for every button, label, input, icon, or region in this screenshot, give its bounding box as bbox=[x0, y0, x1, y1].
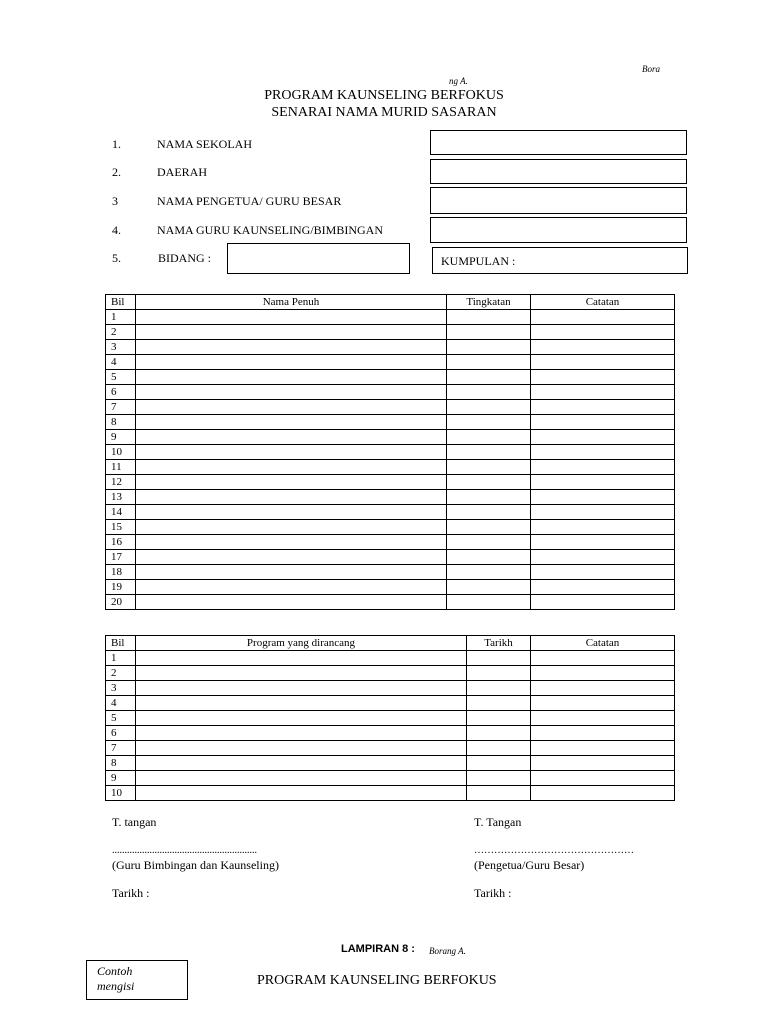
table-cell[interactable] bbox=[531, 771, 675, 786]
table-cell[interactable] bbox=[531, 696, 675, 711]
table-cell[interactable] bbox=[531, 726, 675, 741]
table-row bbox=[106, 355, 675, 370]
table-row bbox=[106, 460, 675, 475]
header-catatan: Catatan bbox=[531, 295, 675, 310]
contoh-line2: mengisi bbox=[97, 979, 135, 993]
header-program: Program yang dirancang bbox=[136, 636, 467, 651]
table-cell[interactable] bbox=[136, 726, 467, 741]
table-cell[interactable] bbox=[531, 415, 675, 430]
table-row bbox=[106, 786, 675, 801]
table-cell[interactable] bbox=[531, 595, 675, 610]
table-cell[interactable] bbox=[467, 711, 531, 726]
table-cell[interactable] bbox=[531, 550, 675, 565]
table-cell[interactable] bbox=[531, 475, 675, 490]
row-number: 13 bbox=[106, 490, 136, 505]
field-4-label: NAMA GURU KAUNSELING/BIMBINGAN bbox=[157, 223, 384, 237]
table-cell[interactable] bbox=[136, 430, 447, 445]
table-cell[interactable] bbox=[467, 726, 531, 741]
header-nama-penuh: Nama Penuh bbox=[136, 295, 447, 310]
table-cell[interactable] bbox=[467, 666, 531, 681]
table-row bbox=[106, 711, 675, 726]
table-cell[interactable] bbox=[136, 756, 467, 771]
table-cell[interactable] bbox=[447, 385, 531, 400]
table-cell[interactable] bbox=[136, 400, 447, 415]
row-number: 10 bbox=[106, 786, 136, 801]
header-bil: Bil bbox=[106, 636, 136, 651]
table-cell[interactable] bbox=[467, 696, 531, 711]
table-row bbox=[106, 681, 675, 696]
bidang-label: BIDANG : bbox=[158, 251, 211, 265]
table-cell[interactable] bbox=[136, 385, 447, 400]
field-4-number: 4. bbox=[112, 223, 121, 237]
table-cell[interactable] bbox=[531, 786, 675, 801]
row-number: 2 bbox=[106, 666, 136, 681]
table-cell[interactable] bbox=[136, 325, 447, 340]
table-cell[interactable] bbox=[467, 756, 531, 771]
field-1-label: NAMA SEKOLAH bbox=[157, 137, 253, 151]
table-cell[interactable] bbox=[447, 325, 531, 340]
table-cell[interactable] bbox=[467, 651, 531, 666]
row-number: 1 bbox=[106, 310, 136, 325]
table-cell[interactable] bbox=[531, 580, 675, 595]
field-3-number: 3 bbox=[112, 194, 118, 208]
table-row bbox=[106, 666, 675, 681]
table-cell[interactable] bbox=[136, 520, 447, 535]
table-cell[interactable] bbox=[531, 400, 675, 415]
table-cell[interactable] bbox=[467, 771, 531, 786]
row-number: 9 bbox=[106, 771, 136, 786]
table-cell[interactable] bbox=[136, 786, 467, 801]
row-number: 5 bbox=[106, 711, 136, 726]
row-number: 7 bbox=[106, 741, 136, 756]
table-row bbox=[106, 325, 675, 340]
table-row bbox=[106, 490, 675, 505]
table-row bbox=[106, 520, 675, 535]
table-cell[interactable] bbox=[531, 741, 675, 756]
table-cell[interactable] bbox=[136, 445, 447, 460]
table-cell[interactable] bbox=[136, 340, 447, 355]
table-row bbox=[106, 370, 675, 385]
row-number: 5 bbox=[106, 370, 136, 385]
guru-kaunseling-input[interactable] bbox=[430, 217, 687, 243]
table-cell[interactable] bbox=[447, 520, 531, 535]
row-number: 4 bbox=[106, 355, 136, 370]
header-tarikh: Tarikh bbox=[467, 636, 531, 651]
table-row bbox=[106, 340, 675, 355]
small-note: ng A. bbox=[449, 76, 468, 86]
table-row bbox=[106, 756, 675, 771]
table-cell[interactable] bbox=[531, 565, 675, 580]
table-cell[interactable] bbox=[447, 595, 531, 610]
kumpulan-input[interactable] bbox=[432, 247, 688, 274]
field-2-number: 2. bbox=[112, 165, 121, 179]
students-table bbox=[105, 294, 675, 610]
header-bil: Bil bbox=[106, 295, 136, 310]
table-cell[interactable] bbox=[447, 400, 531, 415]
table-cell[interactable] bbox=[447, 415, 531, 430]
table-cell[interactable] bbox=[136, 370, 447, 385]
table-cell[interactable] bbox=[136, 310, 447, 325]
table-cell[interactable] bbox=[531, 310, 675, 325]
row-number: 2 bbox=[106, 325, 136, 340]
table-cell[interactable] bbox=[531, 340, 675, 355]
table-cell[interactable] bbox=[531, 651, 675, 666]
row-number: 12 bbox=[106, 475, 136, 490]
table-cell[interactable] bbox=[531, 355, 675, 370]
table-row bbox=[106, 400, 675, 415]
table-row bbox=[106, 651, 675, 666]
right-ttangan-label: T. Tangan bbox=[474, 815, 522, 829]
table-cell[interactable] bbox=[136, 475, 447, 490]
row-number: 16 bbox=[106, 535, 136, 550]
left-ttangan-label: T. tangan bbox=[112, 815, 157, 829]
row-number: 18 bbox=[106, 565, 136, 580]
students-table-header bbox=[106, 295, 675, 310]
row-number: 10 bbox=[106, 445, 136, 460]
header-catatan: Catatan bbox=[531, 636, 675, 651]
table-cell[interactable] bbox=[136, 535, 447, 550]
table-row bbox=[106, 595, 675, 610]
contoh-line1: Contoh bbox=[97, 964, 133, 978]
table-row bbox=[106, 771, 675, 786]
table-row bbox=[106, 696, 675, 711]
table-cell[interactable] bbox=[531, 460, 675, 475]
table-cell[interactable] bbox=[447, 550, 531, 565]
table-cell[interactable] bbox=[136, 666, 467, 681]
table-cell[interactable] bbox=[447, 460, 531, 475]
left-role-label: (Guru Bimbingan dan Kaunseling) bbox=[112, 858, 279, 872]
table-cell[interactable] bbox=[136, 490, 447, 505]
table-cell[interactable] bbox=[467, 681, 531, 696]
table-row bbox=[106, 415, 675, 430]
row-number: 6 bbox=[106, 385, 136, 400]
table-cell[interactable] bbox=[447, 490, 531, 505]
row-number: 11 bbox=[106, 460, 136, 475]
bidang-input[interactable] bbox=[227, 243, 410, 274]
row-number: 3 bbox=[106, 340, 136, 355]
page-subtitle: SENARAI NAMA MURID SASARAN bbox=[271, 105, 497, 120]
table-cell[interactable] bbox=[447, 340, 531, 355]
table-cell[interactable] bbox=[467, 741, 531, 756]
row-number: 8 bbox=[106, 415, 136, 430]
table-cell[interactable] bbox=[136, 550, 447, 565]
header-tingkatan: Tingkatan bbox=[447, 295, 531, 310]
table-cell[interactable] bbox=[447, 445, 531, 460]
table-cell[interactable] bbox=[531, 430, 675, 445]
table-cell[interactable] bbox=[447, 355, 531, 370]
table-cell[interactable] bbox=[447, 475, 531, 490]
table-cell[interactable] bbox=[447, 430, 531, 445]
table-cell[interactable] bbox=[136, 565, 447, 580]
table-cell[interactable] bbox=[447, 565, 531, 580]
table-cell[interactable] bbox=[447, 370, 531, 385]
table-cell[interactable] bbox=[531, 681, 675, 696]
table-row bbox=[106, 565, 675, 580]
table-cell[interactable] bbox=[136, 580, 447, 595]
table-row bbox=[106, 385, 675, 400]
row-number: 8 bbox=[106, 756, 136, 771]
table-cell[interactable] bbox=[136, 651, 467, 666]
table-cell[interactable] bbox=[136, 681, 467, 696]
table-cell[interactable] bbox=[531, 711, 675, 726]
table-row bbox=[106, 505, 675, 520]
table-cell[interactable] bbox=[447, 310, 531, 325]
row-number: 3 bbox=[106, 681, 136, 696]
right-signature-line: ………………………………………… bbox=[474, 845, 634, 856]
daerah-input[interactable] bbox=[430, 159, 687, 184]
table-row bbox=[106, 550, 675, 565]
corner-note: Bora bbox=[642, 64, 660, 74]
row-number: 7 bbox=[106, 400, 136, 415]
row-number: 4 bbox=[106, 696, 136, 711]
table-cell[interactable] bbox=[136, 460, 447, 475]
row-number: 19 bbox=[106, 580, 136, 595]
table-cell[interactable] bbox=[447, 535, 531, 550]
left-tarikh-label: Tarikh : bbox=[112, 886, 150, 900]
table-row bbox=[106, 475, 675, 490]
table-cell[interactable] bbox=[136, 696, 467, 711]
kumpulan-label: KUMPULAN : bbox=[441, 254, 516, 268]
row-number: 6 bbox=[106, 726, 136, 741]
lampiran-label: LAMPIRAN 8 : bbox=[341, 943, 415, 955]
row-number: 9 bbox=[106, 430, 136, 445]
table-cell[interactable] bbox=[136, 355, 447, 370]
right-tarikh-label: Tarikh : bbox=[474, 886, 512, 900]
footer-title: PROGRAM KAUNSELING BERFOKUS bbox=[257, 973, 497, 988]
pengetua-input[interactable] bbox=[430, 187, 687, 214]
row-number: 1 bbox=[106, 651, 136, 666]
table-cell[interactable] bbox=[136, 771, 467, 786]
nama-sekolah-input[interactable] bbox=[430, 130, 687, 155]
contoh-box bbox=[86, 960, 188, 1000]
table-cell[interactable] bbox=[531, 505, 675, 520]
table-cell[interactable] bbox=[531, 325, 675, 340]
table-cell[interactable] bbox=[531, 666, 675, 681]
table-cell[interactable] bbox=[531, 445, 675, 460]
table-row bbox=[106, 445, 675, 460]
table-row bbox=[106, 535, 675, 550]
field-3-label: NAMA PENGETUA/ GURU BESAR bbox=[157, 194, 342, 208]
table-cell[interactable] bbox=[531, 385, 675, 400]
field-5-number: 5. bbox=[112, 251, 121, 265]
row-number: 15 bbox=[106, 520, 136, 535]
table-cell[interactable] bbox=[447, 505, 531, 520]
table-cell[interactable] bbox=[531, 756, 675, 771]
table-cell[interactable] bbox=[467, 786, 531, 801]
right-role-label: (Pengetua/Guru Besar) bbox=[474, 858, 585, 872]
field-1-number: 1. bbox=[112, 137, 121, 151]
borang-label: Borang A. bbox=[429, 946, 466, 956]
programs-table-header bbox=[106, 636, 675, 651]
table-cell[interactable] bbox=[531, 490, 675, 505]
table-row bbox=[106, 310, 675, 325]
table-cell[interactable] bbox=[531, 370, 675, 385]
programs-table bbox=[105, 635, 675, 801]
row-number: 14 bbox=[106, 505, 136, 520]
field-2-label: DAERAH bbox=[157, 165, 207, 179]
table-row bbox=[106, 726, 675, 741]
table-cell[interactable] bbox=[136, 415, 447, 430]
table-cell[interactable] bbox=[136, 711, 467, 726]
table-cell[interactable] bbox=[136, 505, 447, 520]
table-cell[interactable] bbox=[447, 580, 531, 595]
table-cell[interactable] bbox=[136, 741, 467, 756]
row-number: 20 bbox=[106, 595, 136, 610]
page-title: PROGRAM KAUNSELING BERFOKUS bbox=[264, 88, 504, 103]
table-row bbox=[106, 741, 675, 756]
table-row bbox=[106, 580, 675, 595]
row-number: 17 bbox=[106, 550, 136, 565]
table-cell[interactable] bbox=[531, 520, 675, 535]
table-cell[interactable] bbox=[531, 535, 675, 550]
left-signature-line: .......................................................... bbox=[112, 845, 257, 856]
table-cell[interactable] bbox=[136, 595, 447, 610]
table-row bbox=[106, 430, 675, 445]
